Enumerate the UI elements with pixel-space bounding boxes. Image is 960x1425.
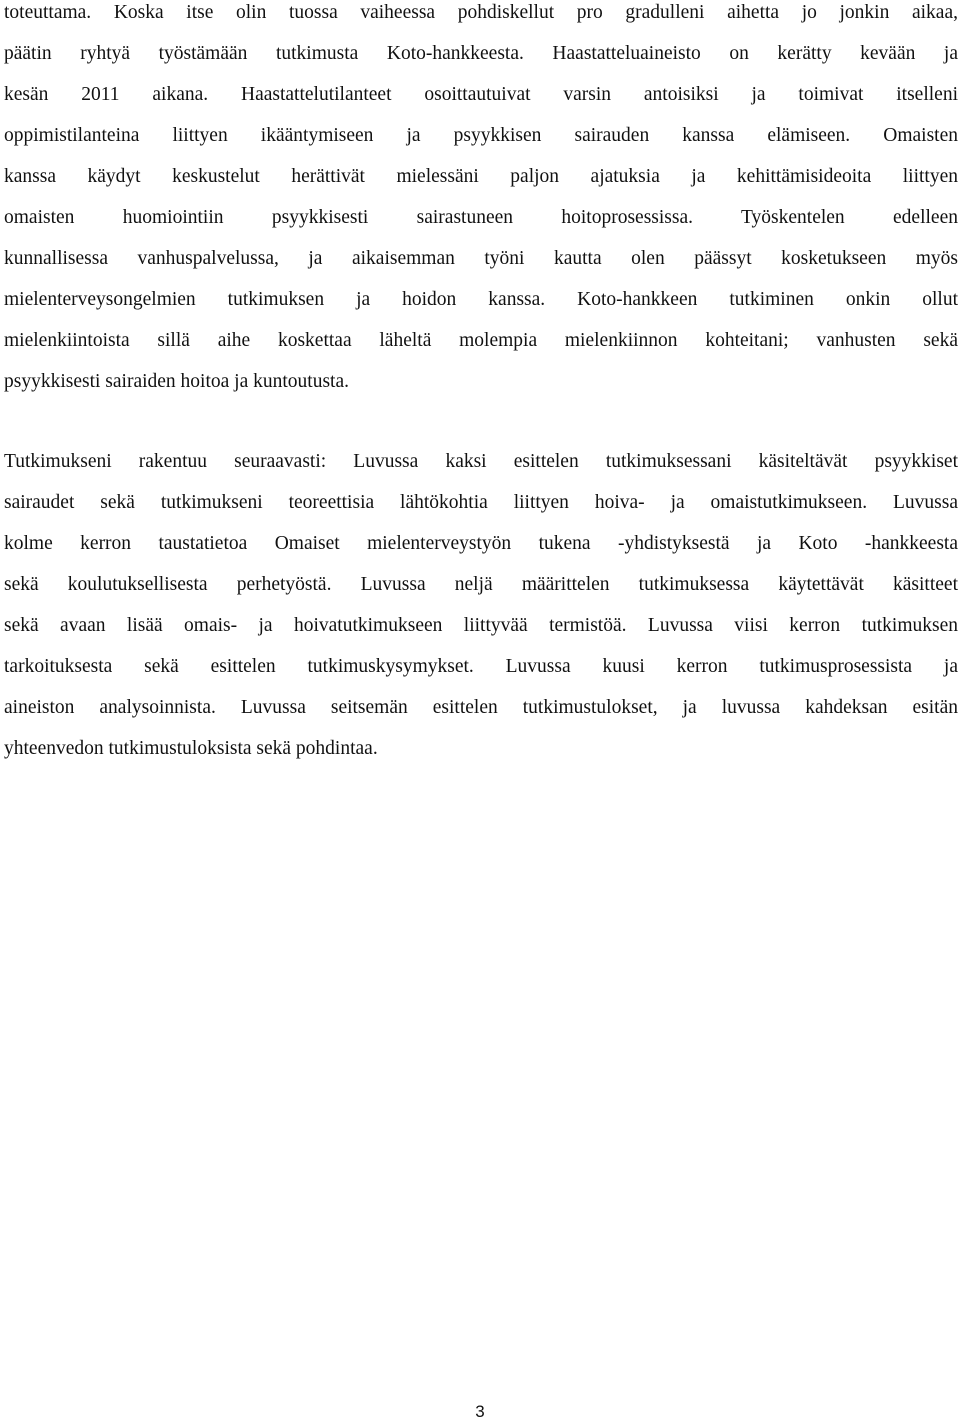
paragraph-line: yhteenvedon tutkimustuloksista sekä pohdintaa.	[4, 738, 378, 759]
paragraph-line: mielenterveysongelmien tutkimuksen ja hoidon kanssa. Koto-hankkeen tutkiminen onkin ollut	[4, 289, 958, 310]
body-paragraph-1	[4, 0, 958, 402]
paragraph-line: sekä avaan lisää omais- ja hoivatutkimukseen liittyvää termistöä. Luvussa viisi kerron tutkimuksen	[4, 615, 958, 636]
paragraph-line: oppimistilanteina liittyen ikääntymiseen ja psyykkisen sairauden kanssa elämiseen. Omaisten	[4, 125, 958, 146]
paragraph-line: Tutkimukseni rakentuu seuraavasti: Luvussa kaksi esittelen tutkimuksessani käsiteltävät psyykkiset	[4, 451, 958, 472]
paragraph-line: psyykkisesti sairaiden hoitoa ja kuntoutusta.	[4, 371, 349, 392]
paragraph-line: sekä koulutuksellisesta perhetyöstä. Luvussa neljä määrittelen tutkimuksessa käytettävät käsitteet	[4, 574, 958, 595]
paragraph-line: kunnallisessa vanhuspalvelussa, ja aikaisemman työni kautta olen päässyt kosketukseen myös	[4, 248, 958, 269]
paragraph-line: kolme kerron taustatietoa Omaiset mielenterveystyön tukena -yhdistyksestä ja Koto -hankkeesta	[4, 533, 958, 554]
paragraph-line: omaisten huomiointiin psyykkisesti sairastuneen hoitoprosessissa. Työskentelen edelleen	[4, 207, 958, 228]
body-paragraph-2	[4, 441, 958, 769]
paragraph-line: kanssa käydyt keskustelut herättivät mielessäni paljon ajatuksia ja kehittämisideoita liittyen	[4, 166, 958, 187]
paragraph-line: aineiston analysoinnista. Luvussa seitsemän esittelen tutkimustulokset, ja luvussa kahdeksan esitän	[4, 697, 958, 718]
paragraph-line: toteuttama. Koska itse olin tuossa vaiheessa pohdiskellut pro gradulleni aihetta jo jonkin aikaa,	[4, 2, 958, 23]
paragraph-line: päätin ryhtyä työstämään tutkimusta Koto-hankkeesta. Haastatteluaineisto on kerätty kevään ja	[4, 43, 958, 64]
paragraph-line: kesän 2011 aikana. Haastattelutilanteet osoittautuivat varsin antoisiksi ja toimivat itselleni	[4, 84, 958, 105]
paragraph-line: sairaudet sekä tutkimukseni teoreettisia lähtökohtia liittyen hoiva- ja omaistutkimukseen. Luvussa	[4, 492, 958, 513]
paragraph-line: mielenkiintoista sillä aihe koskettaa läheltä molempia mielenkiinnon kohteitani; vanhusten sekä	[4, 330, 958, 351]
page-number: 3	[475, 1402, 485, 1421]
paragraph-line: tarkoituksesta sekä esittelen tutkimuskysymykset. Luvussa kuusi kerron tutkimusprosessista ja	[4, 656, 958, 677]
